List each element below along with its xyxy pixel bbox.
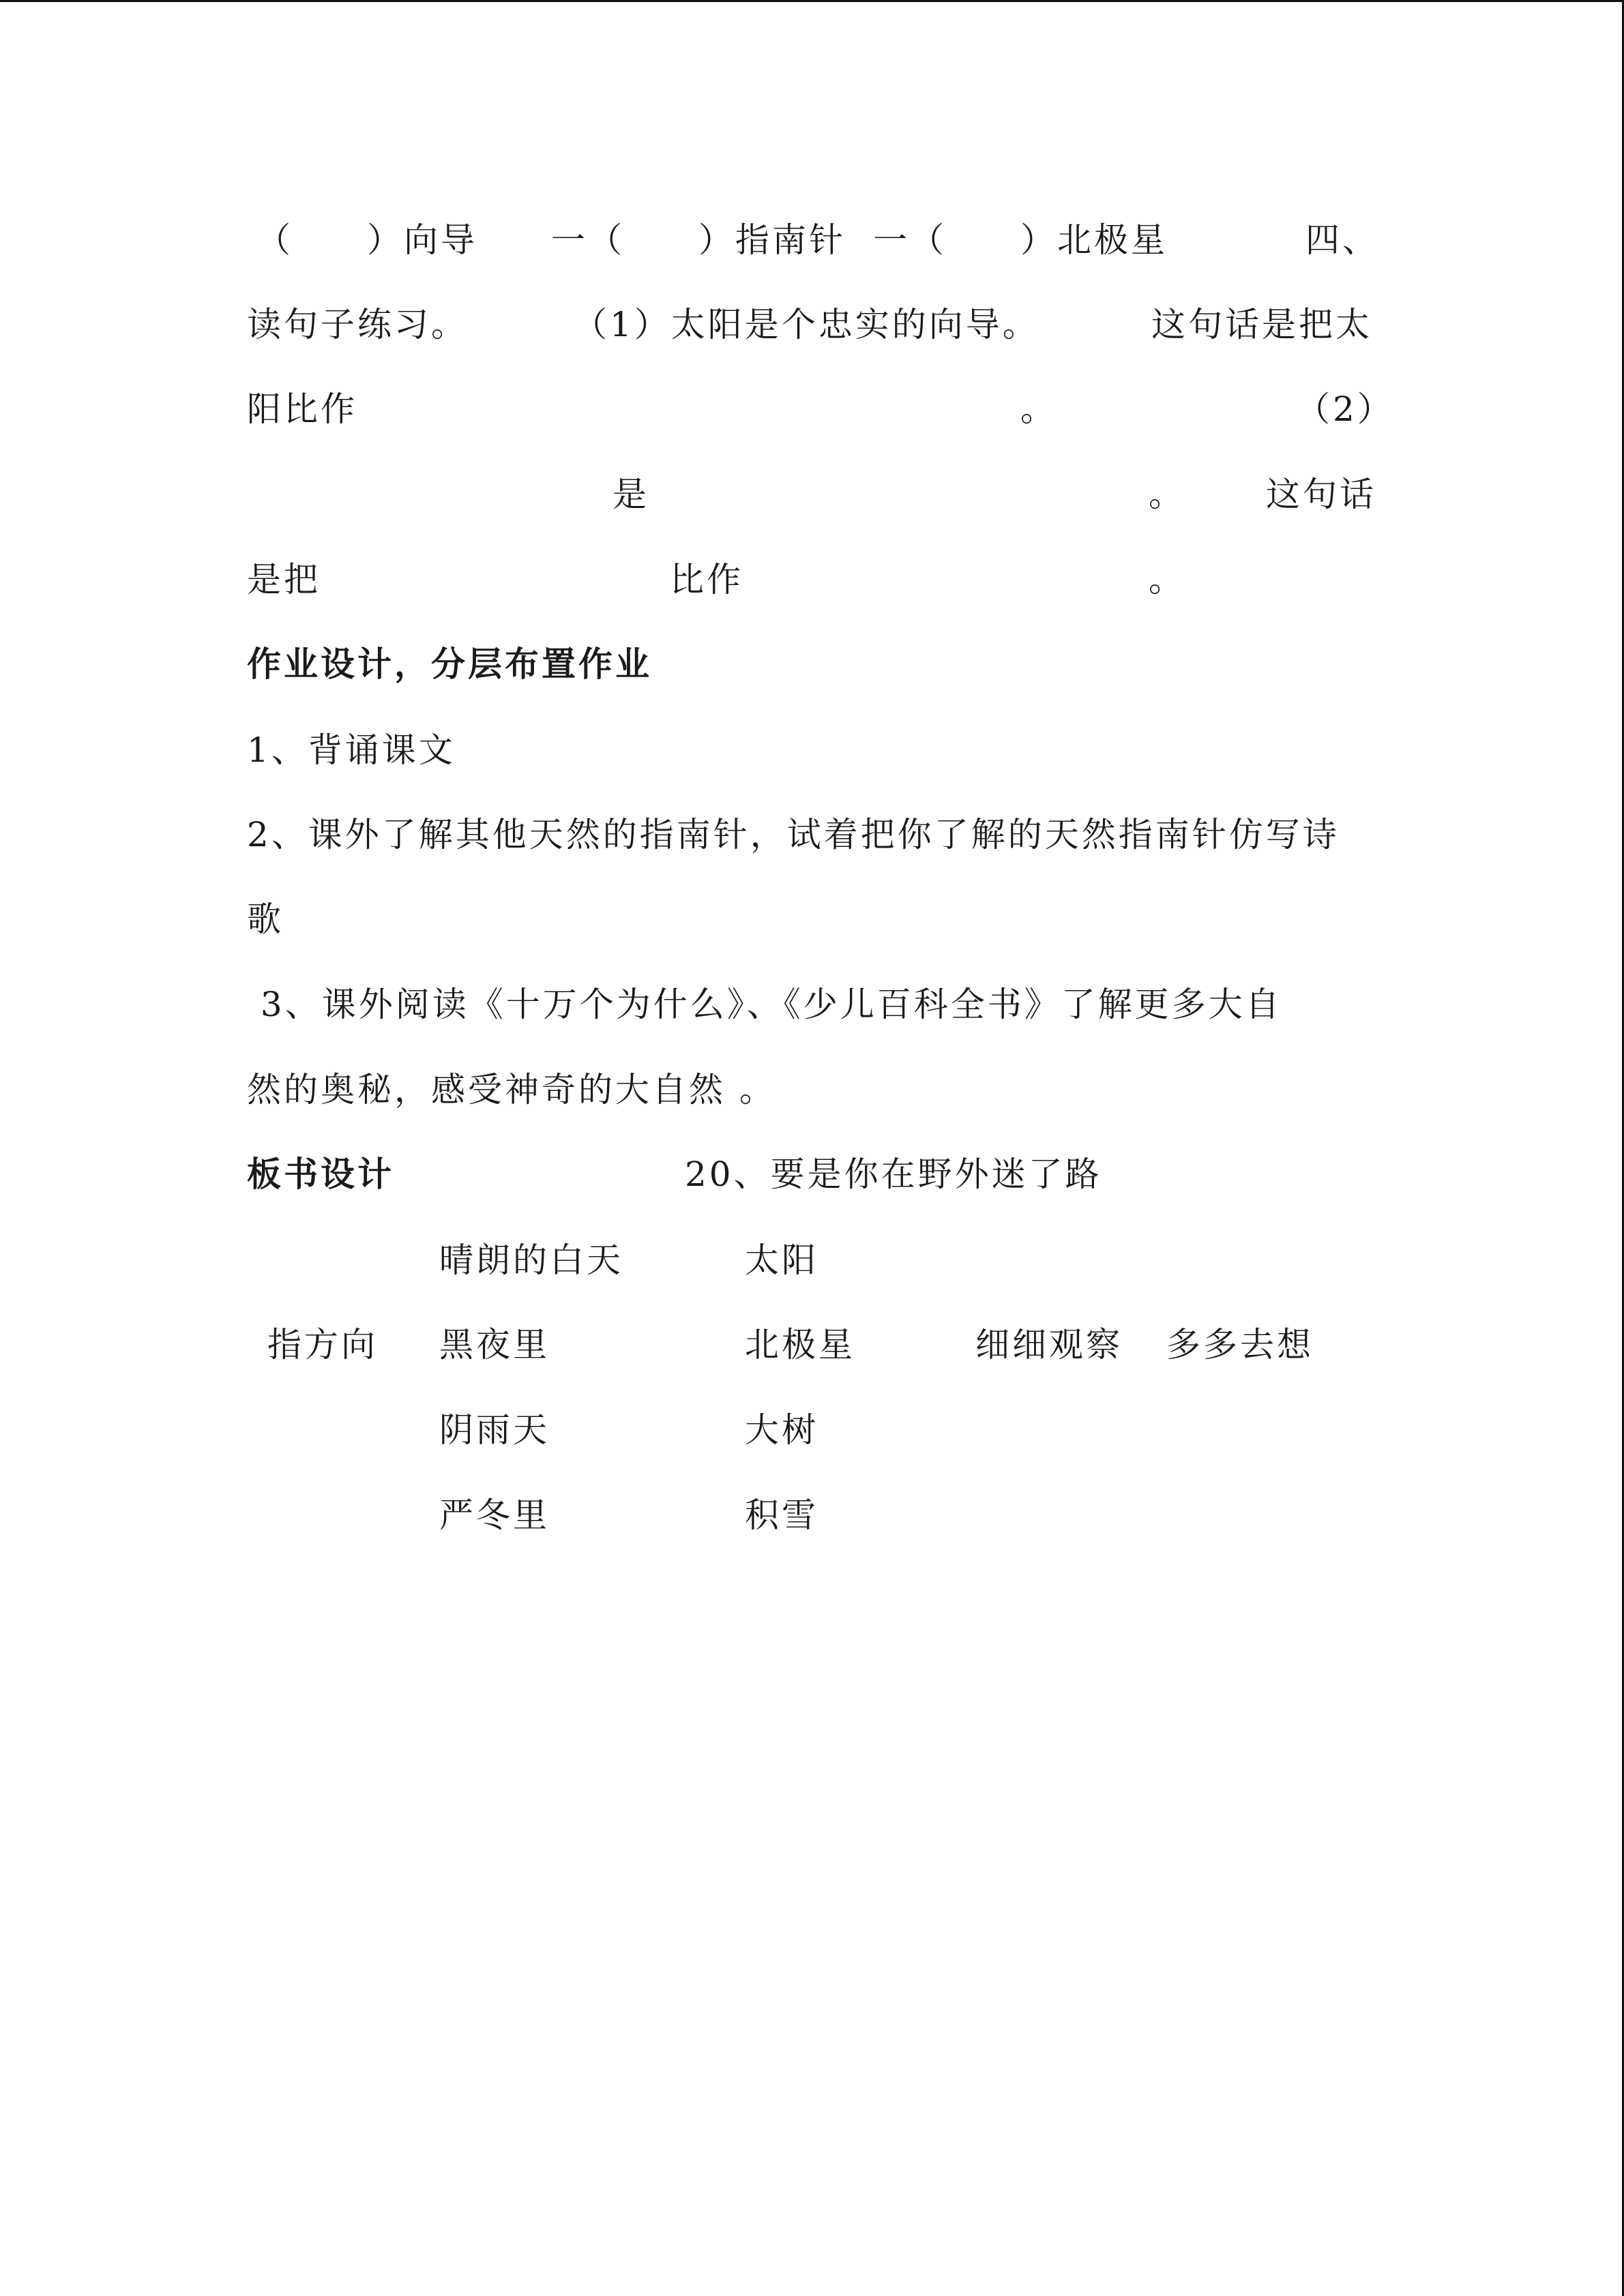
exercise-line3-period: 。 — [1020, 389, 1057, 429]
board-row-condition: 严冬里 — [439, 1495, 550, 1535]
exercise-line4-zhejuhua: 这句话 — [1266, 475, 1376, 514]
board-row-guide: 大树 — [745, 1410, 818, 1450]
board-heading: 板书设计 — [247, 1154, 394, 1194]
exercise-line3-item2: （2） — [1296, 389, 1394, 429]
exercise-line4-period: 。 — [1149, 475, 1185, 514]
board-row-guide: 太阳 — [745, 1240, 818, 1280]
homework-heading: 作业设计，分层布置作业 — [247, 644, 652, 684]
board-summary-2: 多多去想 — [1166, 1325, 1314, 1365]
exercise-line5-bizuo: 比作 — [670, 560, 743, 599]
exercise-line3-seg1: 阳比作 — [247, 389, 357, 429]
board-left-label: 指方向 — [267, 1325, 378, 1365]
exercise-line2-seg1: 读句子练习。 — [247, 305, 468, 344]
exercise-line2-seg3: 这句话是把太 — [1151, 305, 1372, 344]
homework-item-3-line1: 3、课外阅读《十万个为什么》、《少儿百科全书》了解更多大自 — [247, 985, 1282, 1024]
section-four-label: 四、 — [1305, 220, 1379, 260]
homework-item-1: 1、背诵课文 — [247, 730, 456, 770]
exercise-line1-seg3: 一（ ）北极星 — [873, 220, 1168, 260]
homework-item-2-line1: 2、课外了解其他天然的指南针，试着把你了解的天然指南针仿写诗 — [247, 815, 1340, 854]
exercise-line2-seg2: （1）太阳是个忠实的向导。 — [573, 305, 1039, 344]
exercise-line1-seg2: 一（ ）指南针 — [551, 220, 846, 260]
exercise-line5-period: 。 — [1149, 560, 1185, 599]
exercise-line5-shiba: 是把 — [247, 560, 321, 599]
board-row-condition: 阴雨天 — [439, 1410, 550, 1450]
board-summary-1: 细细观察 — [975, 1325, 1123, 1365]
board-row-guide: 北极星 — [745, 1325, 855, 1365]
board-row-guide: 积雪 — [745, 1495, 818, 1535]
board-row-condition: 黑夜里 — [439, 1325, 550, 1365]
exercise-line1-seg1: （ ）向导 — [256, 220, 477, 260]
homework-item-3-line2: 然的奥秘，感受神奇的大自然 。 — [247, 1070, 776, 1109]
board-lesson-title: 20、要是你在野外迷了路 — [685, 1154, 1102, 1194]
board-row-condition: 晴朗的白天 — [439, 1240, 623, 1280]
homework-item-2-line2: 歌 — [247, 899, 284, 939]
page-border-top — [0, 0, 1624, 2]
exercise-line4-shi: 是 — [612, 475, 649, 514]
